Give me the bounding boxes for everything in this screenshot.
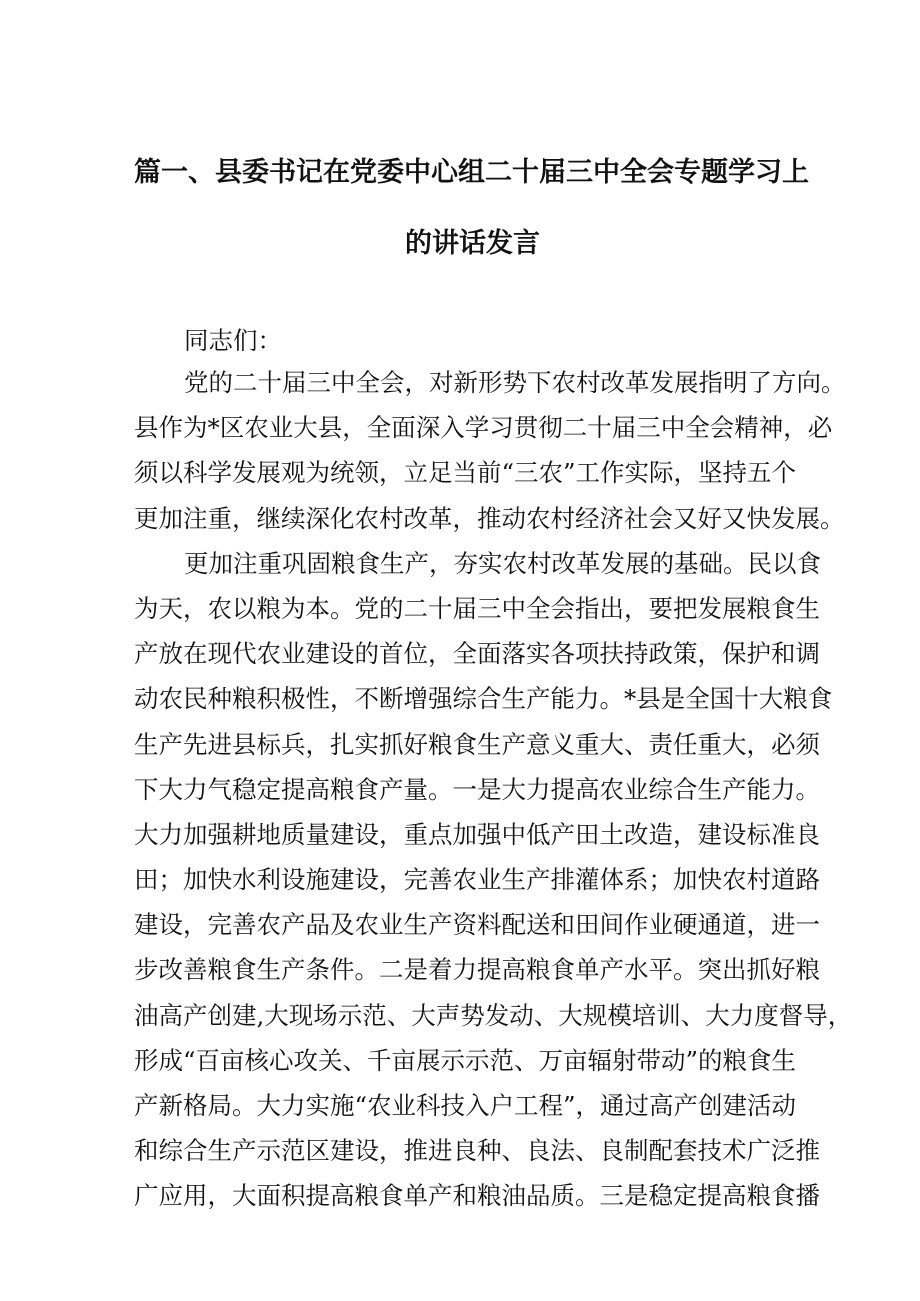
paragraph-line: 田；加快水利设施建设，完善农业生产排灌体系；加快农村道路: [134, 865, 820, 895]
document-title-line-1: 篇一、县委书记在党委中心组二十届三中全会专题学习上: [134, 157, 809, 188]
paragraph-line: 动农民种粮积极性，不断增强综合生产能力。*县是全国十大粮食: [134, 684, 833, 714]
paragraph-line: 更加注重巩固粮食生产，夯实农村改革发展的基础。民以食: [184, 548, 821, 578]
paragraph-line: 县作为*区农业大县，全面深入学习贯彻二十届三中全会精神，必: [134, 413, 833, 443]
paragraph-line: 广应用，大面积提高粮食单产和粮油品质。三是稳定提高粮食播: [134, 1181, 820, 1211]
paragraph-line: 下大力气稳定提高粮食产量。一是大力提高农业综合生产能力。: [134, 774, 820, 804]
body-text: [134, 360, 853, 1219]
paragraph-line: 生产先进县标兵，扎实抓好粮食生产意义重大、责任重大，必须: [134, 729, 820, 759]
paragraph-line: 步改善粮食生产条件。二是着力提高粮食单产水平。突出抓好粮: [134, 955, 820, 985]
paragraph-line: 为天，农以粮为本。党的二十届三中全会指出，要把发展粮食生: [134, 593, 820, 623]
paragraph-line: 建设，完善农产品及农业生产资料配送和田间作业硬通道，进一: [134, 910, 820, 940]
paragraph-line: 形成“百亩核心攻关、千亩展示示范、万亩辐射带动”的粮食生: [134, 1045, 797, 1075]
paragraph-line: 更加注重，继续深化农村改革，推动农村经济社会又好又快发展。: [134, 503, 845, 533]
paragraph-line: 和综合生产示范区建设，推进良种、良法、良制配套技术广泛推: [134, 1136, 820, 1166]
paragraph-line: 产放在现代农业建设的首位，全面落实各项扶持政策，保护和调: [134, 639, 820, 669]
paragraph-line: 油高产创建,大现场示范、大声势发动、大规模培训、大力度督导，: [134, 1000, 853, 1030]
salutation: 同志们：: [184, 326, 282, 355]
paragraph-line: 大力加强耕地质量建设，重点加强中低产田土改造，建设标准良: [134, 819, 820, 849]
paragraph-line: 产新格局。大力实施“农业科技入户工程”，通过高产创建活动: [134, 1091, 797, 1120]
paragraph-line: 须以科学发展观为统领，立足当前“三农”工作实际，坚持五个: [134, 458, 797, 488]
document-title-line-2: 的讲话发言: [405, 228, 540, 259]
paragraph-line: 党的二十届三中全会，对新形势下农村改革发展指明了方向。: [184, 368, 846, 397]
